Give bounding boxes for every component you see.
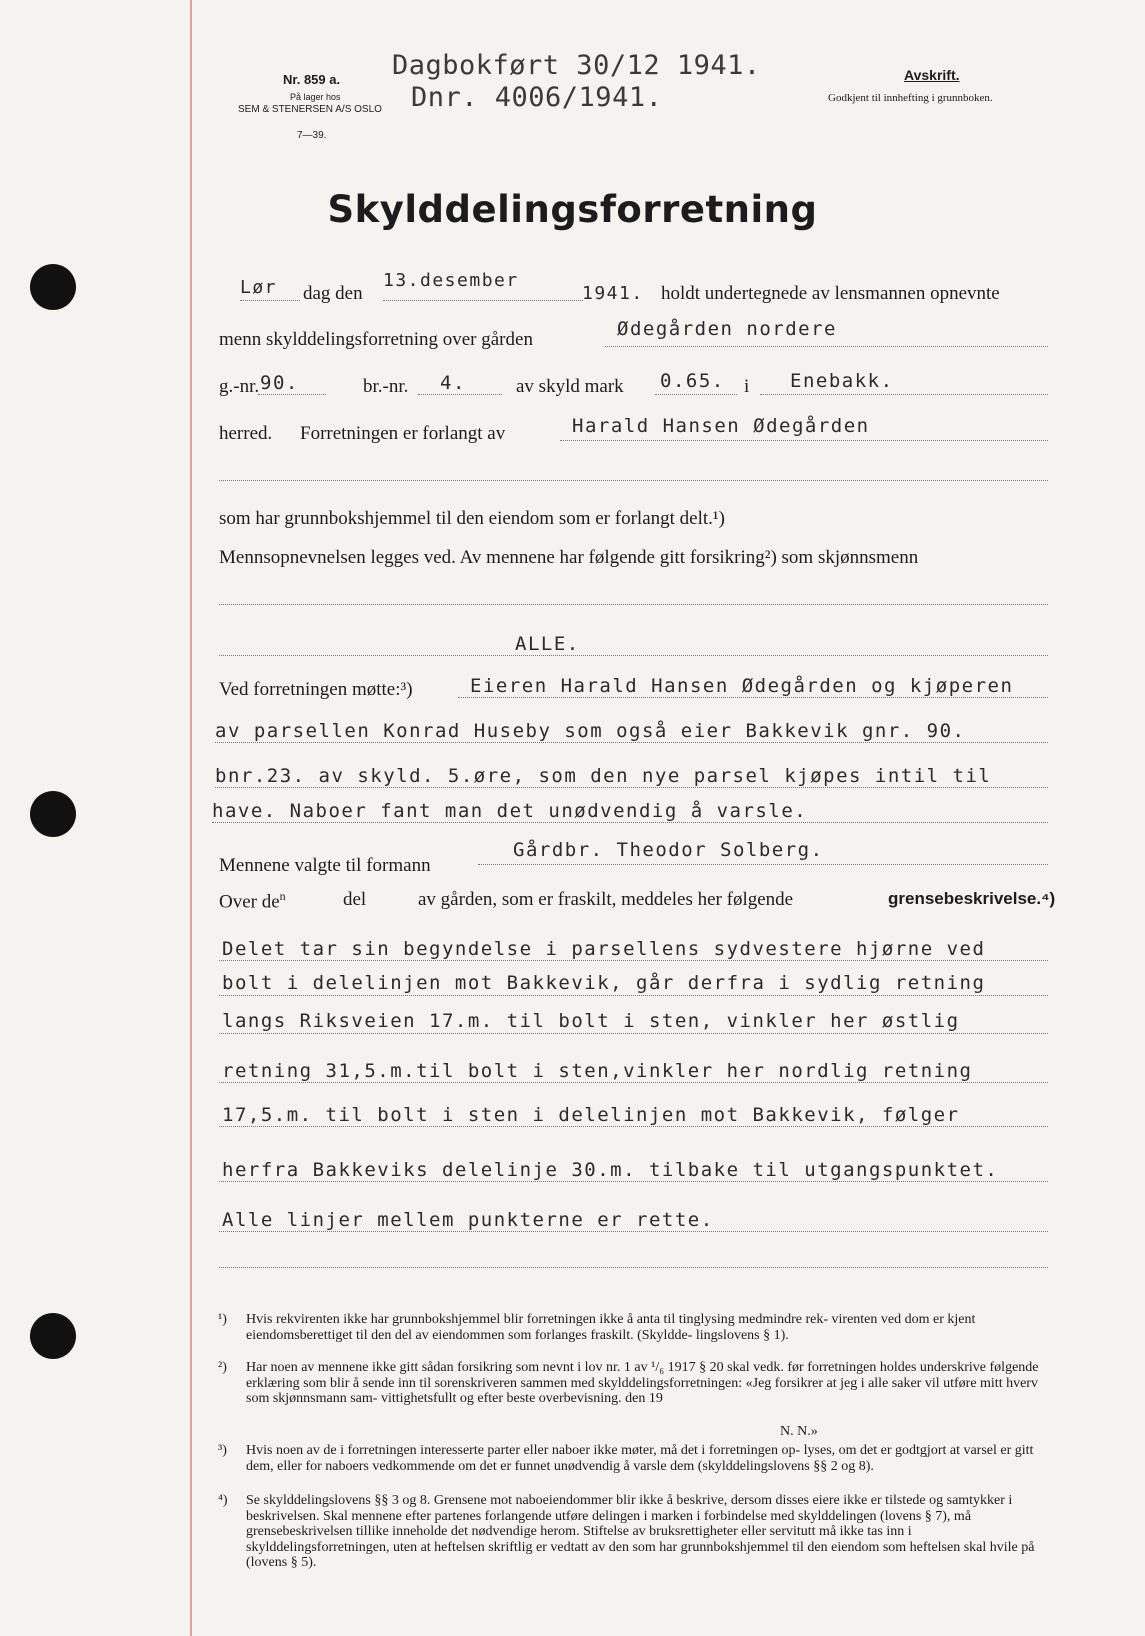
field-rule [219, 1126, 1048, 1127]
blank-rule [219, 604, 1048, 605]
label-bnr: br.-nr. [363, 376, 409, 397]
gnr-typed: 90. [260, 372, 299, 394]
label-over-the: Over $de^n$ [219, 889, 286, 913]
field-rule [219, 1033, 1048, 1034]
requester-typed: Harald Hansen Ødegården [572, 415, 870, 437]
attendees-line-3: bnr.23. av skyld. 5.øre, som den nye parsel kjøpes intil til [215, 765, 992, 787]
field-rule [219, 995, 1048, 996]
boundary-line-3: langs Riksveien 17.m. til bolt i sten, vinkler her østlig [222, 1010, 960, 1032]
attendees-line-1: Eieren Harald Hansen Ødegården og kjøperen [470, 675, 1014, 697]
field-rule [258, 394, 326, 395]
boundary-line-7: Alle linjer mellem punkterne er rette. [222, 1209, 714, 1231]
boundary-line-5: 17,5.m. til bolt i sten i delelinjen mot Bakkevik, følger [222, 1104, 960, 1126]
weekday-typed: Lør [240, 277, 278, 298]
label-appointment: Mennsopnevnelsen legges ved. Av mennene har følgende gitt forsikring²) som skjønnsmenn [219, 547, 919, 568]
field-rule [655, 394, 737, 395]
field-rule [219, 960, 1048, 961]
journal-stamp-number: Dnr. 4006/1941. [411, 82, 663, 113]
label-over-farm: menn skylddelingsforretning over gården [219, 329, 533, 350]
label-gnr: g.-nr. [219, 376, 260, 397]
footnote-2-signature: N. N.» [780, 1424, 818, 1439]
attendees-line-4: have. Naboer fant man det unødvendig å varsle. [212, 800, 808, 822]
bnr-typed: 4. [440, 372, 466, 394]
field-rule [215, 742, 1048, 743]
publisher-line: På lager hos [290, 92, 341, 102]
date-typed: 13.desember [383, 270, 519, 291]
field-rule [383, 300, 583, 301]
footnote-3: ³) Hvis noen av de i forretningen interesserte parter eller naboer ikke møter, må det i forretningen op- lyses, om det er godtgjort at varsel er gitt dem, eller for naboers vedkommende om det er funnet unødvendig å varsle dem (skylddelingslovens §§ 2 og 8). [218, 1443, 1034, 1474]
boundary-line-2: bolt i delelinjen mot Bakkevik, går derfra i sydlig retning [222, 972, 986, 994]
punch-hole [30, 791, 76, 837]
punch-hole [30, 264, 76, 310]
label-chairman: Mennene valgte til formann [219, 855, 431, 876]
copy-label: Avskrift. [904, 67, 960, 83]
blank-rule [219, 655, 1048, 656]
form-number: Nr. 859 a. [283, 72, 341, 87]
margin-line [190, 0, 192, 1636]
document-title: Skylddelingsforretning [327, 188, 818, 231]
field-rule [219, 1082, 1048, 1083]
farm-name-typed: Ødegården nordere [617, 318, 837, 340]
field-rule [760, 394, 1048, 395]
field-rule [212, 822, 1048, 823]
label-boundary-intro: av gården, som er fraskilt, meddeles her følgende [418, 889, 794, 910]
label-in: i [744, 376, 750, 397]
year-typed: 1941. [582, 283, 644, 304]
boundary-line-4: retning 31,5.m.til bolt i sten,vinkler her nordlig retning [222, 1060, 973, 1082]
skyld-typed: 0.65. [660, 370, 725, 392]
footnote-1: ¹) Hvis rekvirenten ikke har grunnbokshjemmel blir forretningen ikke å anta til tinglysing medmindre rek- virenten ved dom er kjent eiendomsberettiget til den del av eiendommen som forlanges fraskilt. (Skyldde- lingslovens § 1). [218, 1312, 976, 1343]
label-skyld: av skyld mark [516, 376, 624, 397]
label-requested-by: Forretningen er forlangt av [300, 423, 506, 444]
field-rule [219, 1231, 1048, 1232]
oath-typed: ALLE. [515, 633, 580, 655]
label-herred: herred. [219, 423, 273, 444]
field-rule [560, 440, 1048, 441]
label-title-holder: som har grunnbokshjemmel til den eiendom som er forlangt delt.¹) [219, 508, 725, 529]
punch-hole [30, 1313, 76, 1359]
field-rule [605, 346, 1048, 347]
publisher-name: SEM & STENERSEN A/S OSLO [238, 104, 382, 115]
boundary-line-6: herfra Bakkeviks delelinje 30.m. tilbake til utgangspunktet. [222, 1159, 999, 1181]
municipality-typed: Enebakk. [790, 370, 894, 392]
blank-rule [219, 480, 1048, 481]
field-rule [219, 1181, 1048, 1182]
label-day: dag den [303, 283, 363, 304]
chairman-typed: Gårdbr. Theodor Solberg. [513, 839, 824, 861]
field-rule [418, 394, 502, 395]
label-held: holdt undertegnede av lensmannen opnevnte [661, 283, 1000, 304]
blank-rule [219, 1267, 1048, 1268]
label-boundary-description: grensebeskrivelse.⁴) [888, 889, 1056, 908]
field-rule [478, 864, 1048, 865]
boundary-line-1: Delet tar sin begyndelse i parsellens sydvestere hjørne ved [222, 938, 986, 960]
label-attended: Ved forretningen møtte:³) [219, 679, 413, 700]
field-rule [458, 697, 1048, 698]
journal-stamp-date: Dagbokført 30/12 1941. [392, 50, 761, 81]
field-rule [215, 787, 1048, 788]
attendees-line-2: av parsellen Konrad Huseby som også eier Bakkevik gnr. 90. [215, 720, 966, 742]
footnote-4: ⁴) Se skylddelingslovens §§ 3 og 8. Grensene mot naboeiendommer blir ikke å beskrive, dersom disses eiere ikke er tilstede og samtykker i beskrivelsen. Skal mennene efter partenes forlangende utføre delingen i marken i forbindelse med skylddelingen (lovens § 7), må grensebeskrivelsen tillike inneholde det nødvendige herom. Stiftelse av bruksrettigheter eller servitutt må ikke tas inn i skylddelingsforretningen, uten at heftelsen skriftlig er vedtatt av den som har grunnbokshjemmel til den eiendom som heftelsen skal hvile på (lovens § 5). [218, 1493, 1035, 1570]
footnote-2: ²) Har noen av mennene ikke gitt sådan forsikring som nevnt i lov nr. 1 av ¹/₆ 1917 § 20 skal vedk. før forretningen holdes underskrive følgende erklæring som blir å sende inn til sorenskriveren sammen med skylddelingsforretningen: «Jeg forsikrer at jeg i alle saker vil utføre mitt hverv som skjønnsmann sam- vittighetsfullt og efter beste overbevisning. den 19 [218, 1360, 1039, 1406]
copy-note: Godkjent til innhefting i grunnboken. [828, 92, 993, 104]
field-rule [240, 300, 300, 301]
form-date: 7—39. [297, 130, 327, 141]
label-part: del [343, 889, 367, 910]
